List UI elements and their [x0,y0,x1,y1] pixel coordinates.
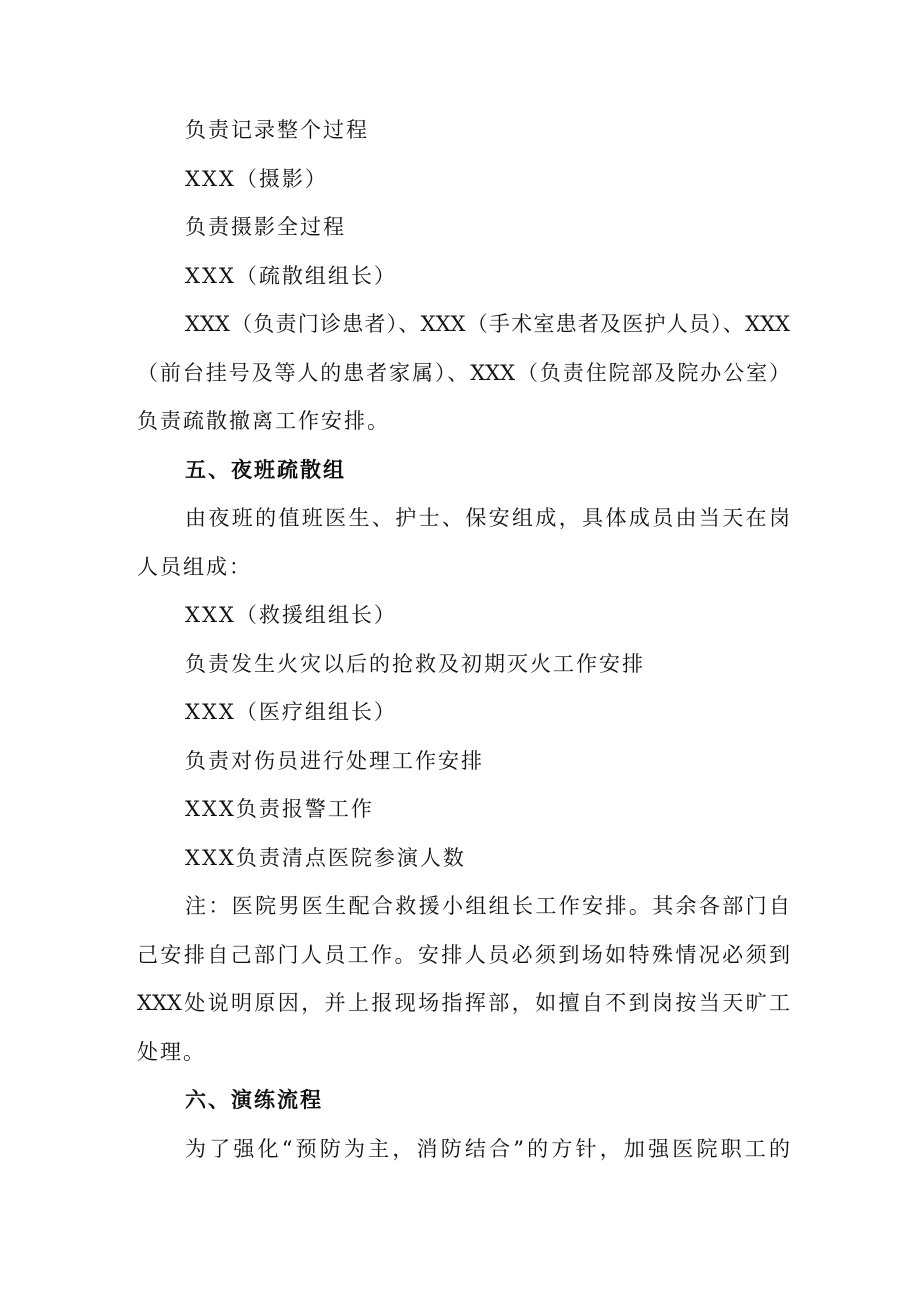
paragraph-line: XXX负责清点医院参演人数 [185,845,466,870]
paragraph [137,203,790,252]
paragraph [137,252,790,301]
section-heading: 五、夜班疏散组 [185,457,346,482]
paragraph [137,785,790,834]
paragraph-line: 负责记录整个过程 [185,118,369,142]
paragraph-line: 己安排自己部门人员工作。安排人员必须到场如特殊情况必须到 [137,942,790,967]
paragraph [137,882,790,1076]
section-heading: 六、演练流程 [185,1088,323,1112]
paragraph [137,155,790,204]
paragraph-line: XXX负责报警工作 [185,797,374,821]
paragraph [137,300,790,446]
paragraph [137,1125,790,1174]
paragraph-line: XXX（疏散组组长） [185,263,397,288]
paragraph-line: XXX处说明原因，并上报现场指挥部，如擅自不到岗按当天旷工 [137,991,790,1015]
paragraph-line: 为了强化“预防为主，消防结合”的方针，加强医院职工的 [185,1136,790,1161]
paragraph-line: 由夜班的值班医生、护士、保安组成，具体成员由当天在岗 [185,506,790,530]
paragraph [137,106,790,155]
paragraph-line: XXX（负责门诊患者）、XXX（手术室患者及医护人员）、XXX [185,312,790,336]
paragraph [137,640,790,689]
paragraph [137,737,790,786]
paragraph [137,834,790,883]
paragraph-line: 人员组成： [137,554,252,579]
paragraph-line: 负责对伤员进行处理工作安排 [185,748,484,773]
paragraph-line: 处理。 [137,1039,206,1064]
paragraph-line: 负责摄影全过程 [185,215,346,239]
paragraph-line: XXX（摄影） [185,166,328,191]
paragraph-line: （前台挂号及等人的患者家属）、XXX（负责住院部及院办公室） [137,360,790,385]
paragraph [137,494,790,591]
paragraph-line: XXX（医疗组组长） [185,700,397,724]
paragraph [137,688,790,737]
document-body [137,106,790,1173]
paragraph-line: XXX（救援组组长） [185,603,397,627]
paragraph-line: 负责疏散撤离工作安排。 [137,409,390,433]
paragraph [137,591,790,640]
paragraph-line: 负责发生火灾以后的抢救及初期灭火工作安排 [185,651,645,676]
paragraph-line: 注：医院男医生配合救援小组组长工作安排。其余各部门自 [185,894,790,918]
